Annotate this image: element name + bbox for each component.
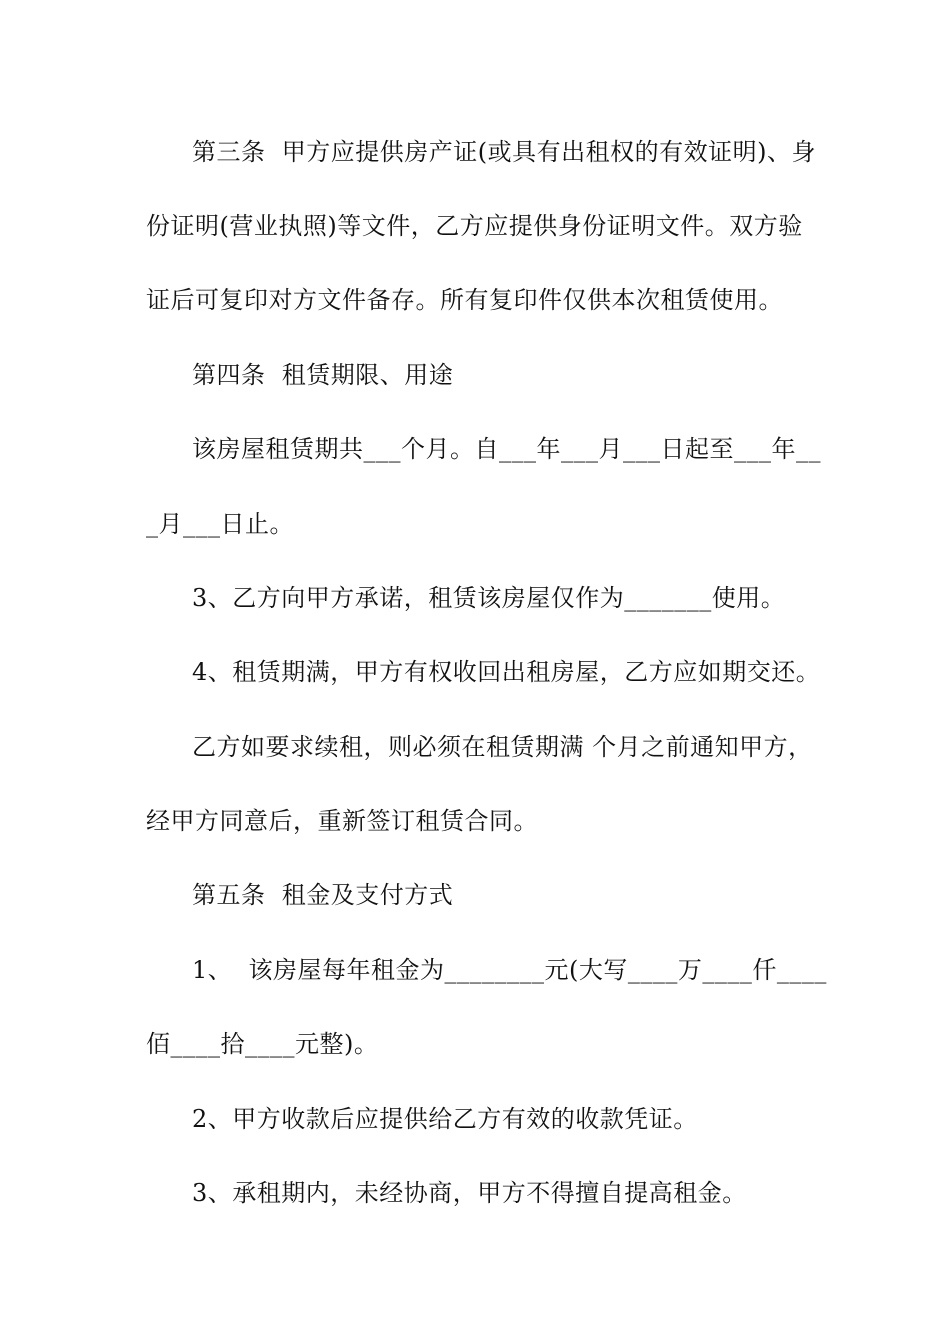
receipt-clause: 2、甲方收款后应提供给乙方有效的收款凭证。 <box>192 1105 698 1133</box>
article-4-heading: 第四条 租赁期限、用途 <box>192 361 454 389</box>
article-3-line-2: 份证明(营业执照)等文件，乙方应提供身份证明文件。双方验 <box>146 212 803 240</box>
rent-increase-clause: 3、承租期内，未经协商，甲方不得擅自提高租金。 <box>192 1179 747 1207</box>
rent-amount-line-1: 1、 该房屋每年租金为________元(大写____万____仟____ <box>192 956 827 984</box>
renewal-line-2: 经甲方同意后，重新签订租赁合同。 <box>146 807 538 835</box>
article-3-line-1: 第三条 甲方应提供房产证(或具有出租权的有效证明)、身 <box>192 138 816 166</box>
usage-clause: 3、乙方向甲方承诺，租赁该房屋仅作为_______使用。 <box>192 584 786 612</box>
renewal-line-1: 乙方如要求续租，则必须在租赁期满 个月之前通知甲方， <box>192 733 813 761</box>
article-3-line-3: 证后可复印对方文件备存。所有复印件仅供本次租赁使用。 <box>146 286 783 314</box>
article-5-heading: 第五条 租金及支付方式 <box>192 881 454 909</box>
lease-term-line-1: 该房屋租赁期共___个月。自___年___月___日起至___年__ <box>192 435 821 463</box>
return-clause: 4、租赁期满，甲方有权收回出租房屋，乙方应如期交还。 <box>192 658 821 686</box>
rent-amount-line-2: 佰____拾____元整)。 <box>146 1030 379 1058</box>
lease-term-line-2: _月___日止。 <box>146 510 294 538</box>
